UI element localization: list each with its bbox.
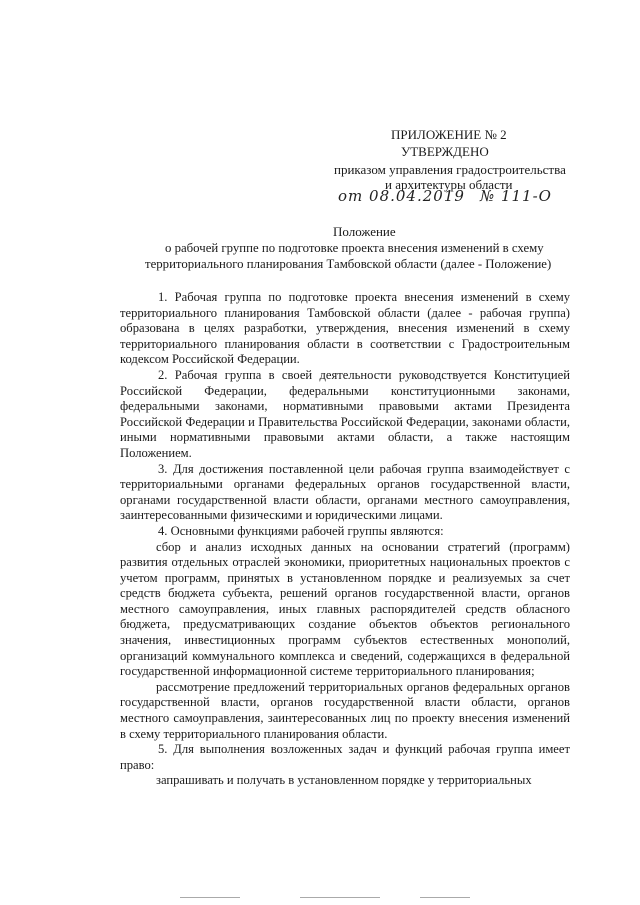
paragraph-2: 2. Рабочая группа в своей деятельности руководствуется Конституцией Российской Федерации, федеральными конституционными законами, федеральными законами, нормативными правовыми актами Президента Российской Федерации и Правительства Российской Федерации, законами области, иными нормативными правовыми актами области, а также настоящим Положением. <box>120 367 570 460</box>
document-body <box>120 290 570 789</box>
paragraph-1: 1. Рабочая группа по подготовке проекта внесения изменений в схему территориального планирования Тамбовской области (далее - рабочая группа) образована в целях разработки, утверждения, внесения изменений в схему территориального планирования области в соответствии с Градостроительным кодексом Российской Федерации. <box>120 290 570 367</box>
title-line-3: территориального планирования Тамбовской области (далее - Положение) <box>145 257 552 271</box>
order-line-2: и архитектуры области <box>385 177 513 192</box>
paragraph-4-item-2: рассмотрение предложений территориальных органов федеральных органов государственной власти, органов государственной власти области, органов местного самоуправления, заинтересованных лиц по проекту внесения изменений в схему территориального планирования области. <box>120 679 570 741</box>
scan-artifact <box>300 897 380 898</box>
handwritten-date: от 08.04.2019 <box>338 187 465 205</box>
paragraph-4: 4. Основными функциями рабочей группы являются: <box>158 523 444 538</box>
paragraph-3: 3. Для достижения поставленной цели рабочая группа взаимодействует с территориальными органами федеральных органов государственной власти, органами государственной власти области, органами местного самоуправления, заинтересованными физическими и юридическими лицами. <box>120 461 570 523</box>
title-heading: Положение <box>333 224 396 239</box>
paragraph-5-item-1: запрашивать и получать в установленном порядке у территориальных <box>156 773 532 788</box>
handwritten-number: № 111-О <box>480 187 552 205</box>
paragraph-5: 5. Для выполнения возложенных задач и функций рабочая группа имеет право: <box>120 742 570 772</box>
paragraph-4-item-1: сбор и анализ исходных данных на основании стратегий (программ) развития отдельных отраслей экономики, приоритетных национальных проектов с учетом программ, принятых в установленном порядке и реализуемых за счет средств бюджета субъекта, решений органов государственной власти, органов местного самоуправления, иных главных распорядителей средств обласного бюджета, предусматривающих создание объектов объектов регионального значения, инвестиционных программ субъектов естественных монополий, организаций коммунального комплекса и сведений, содержащихся в федеральной государственной информационной системе территориального планирования; <box>120 539 570 679</box>
approved-label: УТВЕРЖДЕНО <box>401 144 489 159</box>
scan-artifact <box>180 897 240 898</box>
appendix-label: ПРИЛОЖЕНИЕ № 2 <box>391 127 507 142</box>
title-line-2: о рабочей группе по подготовке проекта внесения изменений в схему <box>165 241 544 255</box>
order-line-1: приказом управления градостроительства <box>334 162 566 177</box>
scan-artifact <box>420 897 470 898</box>
